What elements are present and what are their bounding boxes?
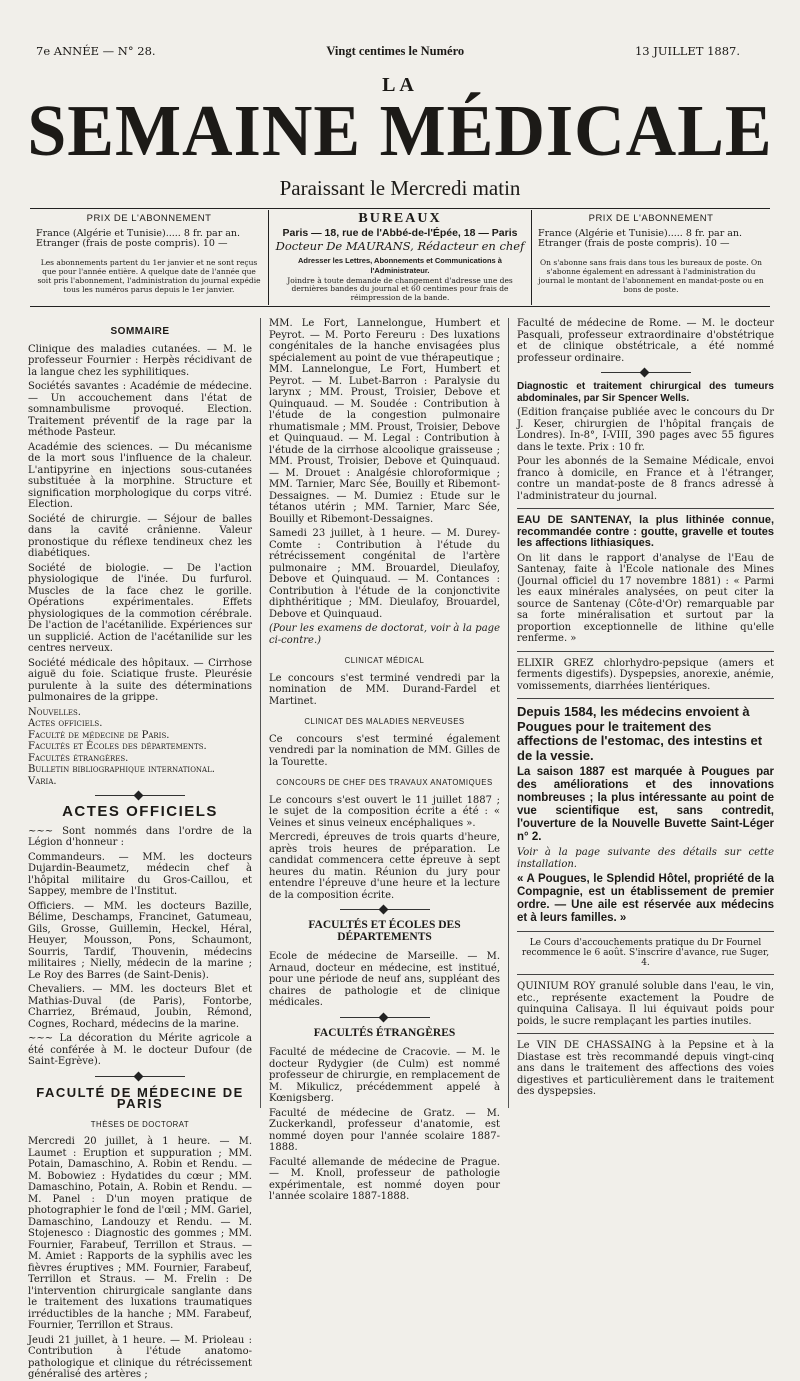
section-separator xyxy=(601,372,691,373)
santenay-ad-heading: EAU DE SANTENAY, la plus lithinée connue, recommandée contre : goutte, gravelle et toutes les affections lithiasiques. xyxy=(517,514,774,549)
subscription-box-right xyxy=(532,210,770,305)
bureaux-title: BUREAUX xyxy=(358,211,442,226)
pougues-ad-heading: Depuis 1584, les médecins envoient à Pougues pour le traitement des affections de l'estomac, des intestins et de la vessie. xyxy=(517,704,763,763)
info-bar xyxy=(30,210,770,305)
clinicat-medical-heading: CLINICAT MÉDICAL xyxy=(344,656,425,665)
sommaire-item: Société médicale des hôpitaux. — Cirrhose aiguë du foie. Sciatique fruste. Pleurésie purulente à la suite des déterminations pulmonaires de la grippe. xyxy=(28,657,252,703)
section-separator xyxy=(340,909,430,910)
actes-paragraph: Chevaliers. — MM. les docteurs Blet et Mathias-Duval (de Paris), Fontorbe, Charriez, Brémaud, Joubin, Rémond, Cognes, Rochard, médecins de la marine. xyxy=(28,984,252,1030)
subscription-title: PRIX DE L'ABONNEMENT xyxy=(86,213,212,224)
elixir-grez-ad: ELIXIR GREZ chlorhydro-pepsique (amers et ferments digestifs). Dyspepsies, anorexie, anémie, vomissements, diarrhées lientériques. xyxy=(517,657,774,692)
facultes-departements-heading: FACULTÉS ET ÉCOLES DES DÉPARTEMENTS xyxy=(308,919,461,943)
santenay-ad-body: On lit dans le rapport d'analyse de l'Eau de Santenay, faite à l'Ecole nationale des Mines (Journal officiel du 17 novembre 1881) : « Parmi les eaux minérales analysées, on peut citer la source de Santenay (Côte-d'Or) remarquable par sa forte minéralisation et surtout par la proportion exceptionnelle de lithine qu'elle renferme. » xyxy=(517,552,774,644)
ad-divider xyxy=(517,1033,774,1034)
concours-text: Mercredi, épreuves de trois quarts d'heure, après trois heures de préparation. Le candidat commencera cette épreuve à sept heures du matin. Réunion du jury pour entendre l'épreuve d'une heure et la lecture de la composition écrite. xyxy=(269,832,500,901)
fournel-course-ad: Le Cours d'accouchements pratique du Dr Fournel recommence le 6 août. S'inscrire d'avance, rue Suger, 4. xyxy=(521,938,770,968)
header-rule-bottom xyxy=(30,306,770,307)
gratz-text: Faculté de médecine de Gratz. — M. Zuckerkandl, professeur d'anatomie, est nommé doyen pour l'année scolaire 1887-1888. xyxy=(269,1107,500,1153)
clinicat-medical-text: Le concours s'est terminé vendredi par la nomination de MM. Durand-Fardel et Martinet. xyxy=(269,672,500,707)
masthead-title: SEMAINE MÉDICALE xyxy=(27,91,773,172)
column-3 xyxy=(508,318,774,1108)
subscription-note: On s'abonne sans frais dans tous les bureaux de poste. On s'abonne également en adressant à l'administration du journal le montant de l'abonnement en mandat-poste ou en bons de poste. xyxy=(538,257,764,294)
price-abroad: Etranger (frais de poste compris). 10 — xyxy=(36,238,228,249)
column-2 xyxy=(260,318,508,1202)
sommaire-item: Académie des sciences. — Du mécanisme de la mort sous l'influence de la chaleur. L'antipyrine en injections sous-cutanées substituée à la morphine. Structure et signification morphologique du corps vitré. Election. xyxy=(28,441,252,510)
actes-paragraph: ~~~ Sont nommés dans l'ordre de la Légion d'honneur : xyxy=(28,825,252,848)
issue-date: 13 JUILLET 1887. xyxy=(634,44,740,58)
quinium-roy-ad: QUINIUM ROY granulé soluble dans l'eau, le vin, etc., représente exactement la Poudre de quinquina Calisaya. Il lui équivaut poids pour poids, le sucre remplaçant les parties inutiles. xyxy=(517,981,774,1027)
prague-text: Faculté allemande de médecine de Prague. — M. Knoll, professeur de pathologie expérimentale, est nommé doyen pour l'année scolaire 1887-1888. xyxy=(269,1156,500,1202)
sommaire-item: Société de biologie. — De l'action physiologique de l'inée. Du furfurol. Muscles de la face chez le gorille. Opérations expérimentales. Effets physiologiques de la commotion cérébrale. De l'action de l'acétanilide. Expériences sur un supplicié. Action de l'acétanilide sur les centres nerveux. xyxy=(28,562,252,654)
actes-paragraph: Officiers. — MM. les docteurs Bazille, Bélime, Deschamps, Francinet, Gatumeau, Gils, Grosse, Guillemin, Heckel, Héral, Heuyer, Mousson, Pons, Schaumont, Sourris, Tardif, Thouvenin, médecins militaires ; Nielly, médecin de la marine ; Le Roy des Barres (de Saint-Denis). xyxy=(28,900,252,981)
ad-divider xyxy=(517,698,774,699)
book-ad-body: (Edition française publiée avec le concours du Dr J. Keser, chirurgien de l'hôpital français de Londres). In-8°, I-VIII, 390 pages avec 55 figures dans le texte. Prix : 10 fr. xyxy=(517,407,774,453)
doctorat-note: (Pour les examens de doctorat, voir à la page ci-contre.) xyxy=(269,623,500,646)
issue-number: 7e ANNÉE — N° 28. xyxy=(36,44,156,58)
bureaux-box xyxy=(268,210,532,305)
sommaire-item: Nouvelles. xyxy=(28,706,81,718)
sommaire-item: Facultés étrangères. xyxy=(28,752,129,764)
section-separator xyxy=(95,1076,185,1077)
issue-price: Vingt centimes le Numéro xyxy=(326,44,465,58)
subscription-title: PRIX DE L'ABONNEMENT xyxy=(588,213,714,224)
ad-divider xyxy=(517,931,774,932)
masthead-subtitle: Paraissant le Mercredi matin xyxy=(279,176,521,200)
sommaire-item: Varia. xyxy=(28,775,57,787)
section-separator xyxy=(340,1017,430,1018)
sommaire-item: Faculté de médecine de Paris. xyxy=(28,729,170,741)
article-columns xyxy=(28,318,774,1380)
clinicat-nerveuses-text: Ce concours s'est terminé également vendredi par la nomination de MM. Gilles de la Tourette. xyxy=(269,733,500,768)
sommaire-item: Clinique des maladies cutanées. — M. le professeur Fournier : Herpès récidivant de la langue chez les syphilitiques. xyxy=(28,343,252,378)
cracovie-text: Faculté de médecine de Cracovie. — M. le docteur Rydygier (de Culm) est nommé professeur de chirurgie, en remplacement de M. Mikulicz, précédemment appelé à Kœnigsberg. xyxy=(269,1047,500,1104)
actes-paragraph: Commandeurs. — MM. les docteurs Dujardin-Beaumetz, médecin chef à l'hôpital militaire du Gros-Caillou, et Sappey, membre de l'Institut. xyxy=(28,851,252,897)
bureaux-address: Paris — 18, rue de l'Abbé-de-l'Épée, 18 — Paris xyxy=(282,226,518,239)
clinicat-nerveuses-heading: CLINICAT DES MALADIES NERVEUSES xyxy=(304,717,465,726)
sommaire-item: Facultés et Écoles des départements. xyxy=(28,741,207,752)
marseille-text: Ecole de médecine de Marseille. — M. Arnaud, docteur en médecine, est institué, pour une période de neuf ans, suppléant des chaires de pathologie et de clinique médicales. xyxy=(269,951,500,1008)
pougues-ad-body: La saison 1887 est marquée à Pougues par des améliorations et des innovations nombreuses ; la plus intéressante au point de vue scientifique est, sans contredit, l'ouverture de la Nouvelle Buvette Saint-Léger n° 2. xyxy=(517,766,774,843)
masthead-la: LA xyxy=(382,74,418,96)
price-france: France (Algérie et Tunisie)..... 8 fr. par an. xyxy=(36,227,241,239)
ad-divider xyxy=(517,651,774,652)
vin-chassaing-ad: Le VIN DE CHASSAING à la Pepsine et à la Diastase est très recommandé depuis vingt-cinq ans dans le traitement des affections des voies digestives et particulièrement dans le traitement des dyspepsies. xyxy=(517,1040,774,1097)
pougues-ad-note: Voir à la page suivante des détails sur cette installation. xyxy=(517,847,774,870)
book-ad-title: Diagnostic et traitement chirurgical des tumeurs abdominales, par Sir Spencer Wells. xyxy=(517,381,774,404)
theses-heading: THÈSES DE DOCTORAT xyxy=(90,1119,190,1129)
price-france: France (Algérie et Tunisie)..... 8 fr. par an. xyxy=(538,227,743,239)
facultes-etrangeres-heading: FACULTÉS ÉTRANGÈRES xyxy=(313,1026,456,1039)
subscription-box-left xyxy=(30,210,268,305)
top-line xyxy=(36,44,740,59)
address-change-note: Joindre à toute demande de changement d'adresse une des dernières bandes du journal et 60 centimes pour frais de réimpression de la bande. xyxy=(287,275,513,302)
sommaire-item: Bulletin bibliographique international. xyxy=(28,764,215,775)
ad-divider xyxy=(517,508,774,509)
faculte-paris-heading: FACULTÉ DE MÉDECINE DE PARIS xyxy=(36,1084,244,1111)
correspondence-note: Adresser les Lettres, Abonnements et Communications à l'Administrateur. xyxy=(298,255,502,275)
ad-divider xyxy=(517,974,774,975)
actes-paragraph: ~~~ La décoration du Mérite agricole a été conférée à M. le docteur Dufour (de Saint-Egrève). xyxy=(28,1033,252,1067)
price-abroad: Etranger (frais de poste compris). 10 — xyxy=(538,238,730,249)
section-separator xyxy=(95,795,185,796)
concours-anatomiques-heading: CONCOURS DE CHEF DES TRAVAUX ANATOMIQUES xyxy=(276,778,493,787)
theses-continued: MM. Le Fort, Lannelongue, Humbert et Peyrot. — M. Porto Fereuru : Des luxations congénitales de la hanche envisagées plus spécialement au point de vue thérapeutique ; MM. Lannelongue, Le Fort, Humbert et Peyrot. — M. Lubet-Barron : Paralysie du larynx ; MM. Proust, Troisier, Debove et Quinquaud. — M. Soudée : Contribution à l'étude de la congestion pulmonaire rhumatismale ; MM. Proust, Troisier, Debove et Quinquaud. — M. Legal : Contribution à l'étude de la cirrhose alcoolique graisseuse ; MM. Proust, Troisier, Debove et Quinquaud. — M. Drouet : Analgésie chloroformique ; MM. Tarnier, Marc Sée, Bouilly et Ribemont-Dessaignes. — M. Dumiez : Etude sur le tétanos utérin ; MM. Tarnier, Marc Sée, Bouilly et Ribemont-Dessaignes. xyxy=(269,318,500,525)
sommaire-heading: SOMMAIRE xyxy=(110,326,170,337)
rome-text: Faculté de médecine de Rome. — M. le docteur Pasquali, professeur extraordinaire d'obstétrique et de clinique obstétricale, a été nommé professeur ordinaire. xyxy=(517,318,774,364)
header-rule-top xyxy=(30,208,770,209)
editor-name: Docteur De MAURANS, Rédacteur en chef xyxy=(275,239,525,253)
sommaire-item: Société de chirurgie. — Séjour de balles dans la cavité crânienne. Valeur pronostique du réflexe tendineux chez les diabétiques. xyxy=(28,513,252,559)
actes-officiels-heading: ACTES OFFICIELS xyxy=(62,803,218,820)
subscription-note: Les abonnements partent du 1er janvier et ne sont reçus que pour l'année entière. A quelque date de l'année que soit pris l'abonnement, l'administration du journal expédie tous les numéros parus depuis le 1er janvier. xyxy=(37,257,261,294)
concours-text: Le concours s'est ouvert le 11 juillet 1887 ; le sujet de la composition écrite a été : « Veines et sinus veineux encéphaliques ». xyxy=(269,794,500,829)
theses-paragraph: Jeudi 21 juillet, à 1 heure. — M. Prioleau : Contribution à l'étude anatomo-pathologique et clinique du rétrécissement généralisé des artères ; xyxy=(28,1334,252,1380)
pougues-hotel-ad: « A Pougues, le Splendid Hôtel, propriété de la Compagnie, est un établissement de premier ordre. — Une aile est réservée aux médecins et à leurs familles. » xyxy=(517,873,774,924)
theses-saturday: Samedi 23 juillet, à 1 heure. — M. Durey-Comte : Contribution à l'étude du rétrécissement congénital de l'artère pulmonaire ; MM. Brouardel, Dieulafoy, Debove et Quinquaud. — M. Contances : Contribution à l'étude de la conjonctivite diphthéritique ; MM. Dieulafoy, Brouardel, Debove et Quinquaud. xyxy=(269,528,500,620)
book-ad-note: Pour les abonnés de la Semaine Médicale, envoi franco à domicile, en France et à l'étranger, contre un mandat-poste de 8 francs adressé à l'administrateur du journal. xyxy=(517,456,774,502)
sommaire-item: Sociétés savantes : Académie de médecine. — Un accouchement dans l'état de somnambulisme provoqué. Election. Traitement préventif de la rage par la méthode Pasteur. xyxy=(28,381,252,438)
column-1 xyxy=(28,318,260,1380)
theses-paragraph: Mercredi 20 juillet, à 1 heure. — M. Laumet : Eruption et suppuration ; MM. Potain, Damaschino, A. Robin et Rendu. — M. Bobowiez : Hydatides du cœur ; MM. Damaschino, Potain, A. Robin et Rendu. — M. Panel : D'un moyen pratique de photographier le fond de l'œil ; MM. Gariel, Damaschino, Landouzy et Rendu. — M. Stojenesco : Diagnostic des gommes ; MM. Fournier, Farabeuf, Terrillon et Straus. — M. Amiet : Rapports de la syphilis avec les fièvres éruptives ; MM. Fournier, Farabeuf, Terrillon et Straus. — M. Frelin : De l'intervention chirurgicale sanglante dans le traitement des luxations traumatiques irréductibles de la hanche ; MM. Farabeuf, Fournier, Terrillon et Straus. xyxy=(28,1136,252,1331)
sommaire-item: Actes officiels. xyxy=(28,718,103,729)
